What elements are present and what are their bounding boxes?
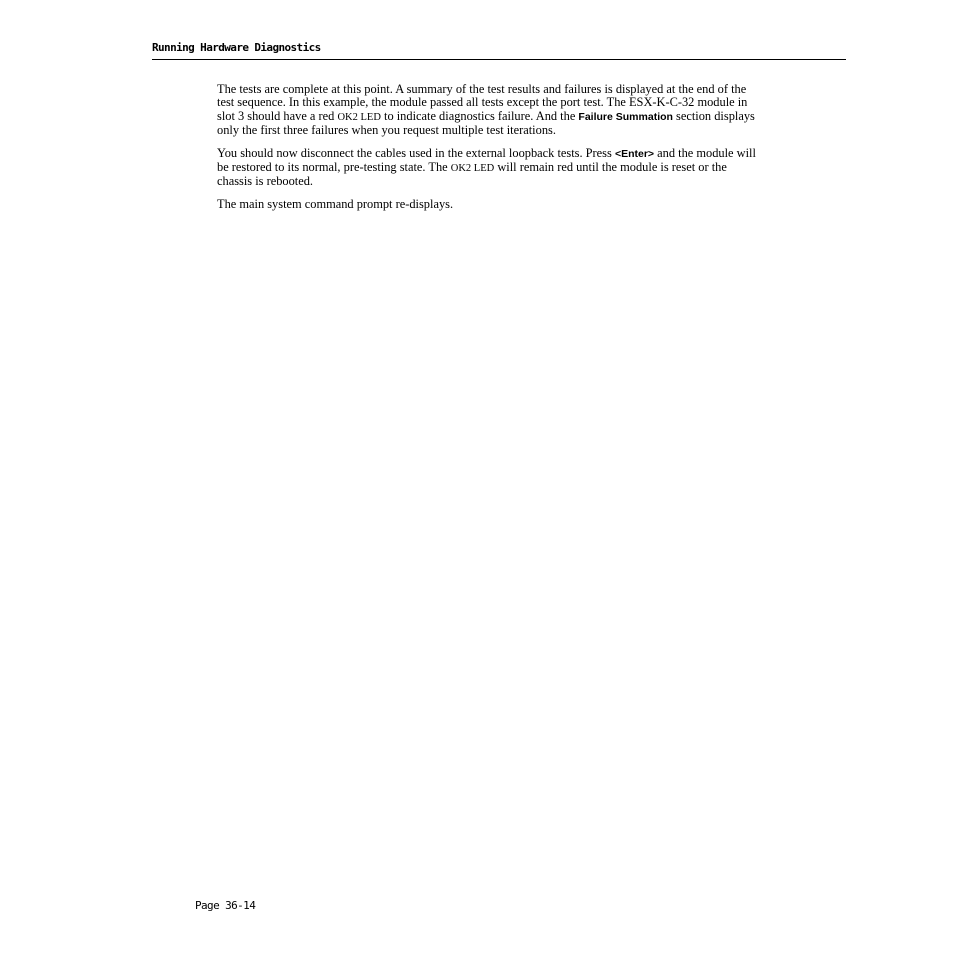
paragraph-test-summary xyxy=(217,83,762,138)
text-run: You should now disconnect the cables used in the external loopback tests. Press xyxy=(217,145,615,160)
text-run: and the module will be restored to its normal, pre-testing state. The xyxy=(217,145,756,175)
paragraph-disconnect-cables xyxy=(217,147,762,189)
text-run: to indicate diagnostics failure. And the xyxy=(380,108,579,123)
text-run: The tests are complete at this point. A summary of the test results and failures is displayed at the end of the test sequence. In this example, the module passed all tests except the port test. The ESX-K-C-32 module in slot 3 should have a red xyxy=(217,82,748,123)
led-name: OK2 LED xyxy=(337,111,381,123)
body-text xyxy=(217,83,762,220)
ui-term-failure-summation: Failure Summation xyxy=(578,110,673,123)
led-name: OK2 LED xyxy=(450,163,495,175)
paragraph-prompt-redisplays: The main system command prompt re-displays. xyxy=(217,196,454,211)
key-enter: <Enter> xyxy=(614,147,655,160)
text-run: section displays only the first three failures when you request multiple test iterations. xyxy=(217,108,755,138)
running-header xyxy=(152,40,846,60)
page-number: Page 36-14 xyxy=(195,899,256,912)
running-header-title: Running Hardware Diagnostics xyxy=(152,41,321,54)
text-run: will remain red until the module is reset or the chassis is rebooted. xyxy=(217,160,727,189)
